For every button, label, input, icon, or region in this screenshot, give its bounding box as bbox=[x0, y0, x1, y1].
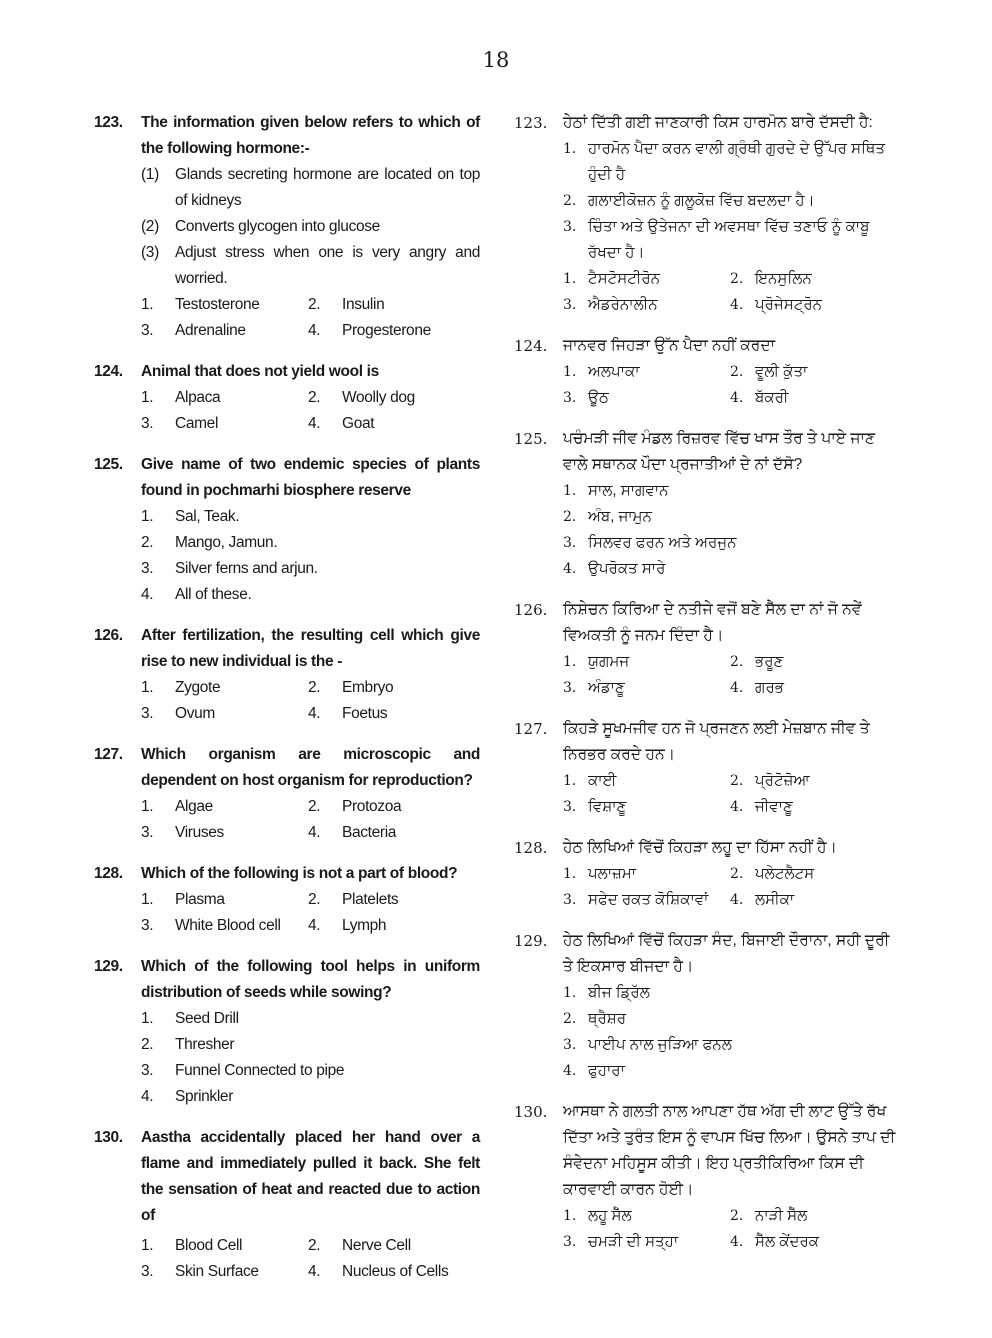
option-3: 3. Camel bbox=[141, 415, 219, 432]
option-4: 4. ਪ੍ਰੋਜੇਸਟ੍ਰੋਨ bbox=[730, 296, 823, 313]
question-number: 129. bbox=[514, 932, 548, 950]
option-1: 1. ਬੀਜ ਡ੍ਰਿੱਲ bbox=[563, 984, 650, 1001]
option-3: 3. ਪਾਈਪ ਨਾਲ ਜੁੜਿਆ ਫਨਲ bbox=[563, 1036, 732, 1053]
question-123-pa bbox=[514, 110, 902, 318]
question-text: ਹੇਠ ਲਿਖਿਆਂ ਵਿੱਚੋਂ ਕਿਹੜਾ ਲਹੂ ਦਾ ਹਿੱਸਾ ਨਹੀਂ ਹੈ। bbox=[563, 839, 837, 856]
options bbox=[514, 861, 902, 913]
options bbox=[94, 794, 480, 846]
option-4: 4. ਗਰਭ bbox=[730, 679, 784, 696]
option-2: 2. ਪਲੇਟਲੈਟਸ bbox=[730, 865, 815, 882]
options bbox=[514, 768, 902, 820]
option-2: 2. Nerve Cell bbox=[308, 1237, 411, 1254]
question-number: 128. bbox=[514, 839, 548, 857]
option-2: 2. ਥ੍ਰੈਸ਼ਰ bbox=[563, 1010, 627, 1027]
question-130-en bbox=[94, 1125, 480, 1285]
options bbox=[94, 385, 480, 437]
question-128-pa bbox=[514, 835, 902, 913]
question-number: 128. bbox=[94, 865, 123, 882]
option-4: 4. Progesterone bbox=[308, 322, 431, 339]
option-4: 4. ਜੀਵਾਣੂ bbox=[730, 798, 793, 815]
option-2: 2. Woolly dog bbox=[308, 389, 415, 406]
question-number: 124. bbox=[94, 363, 123, 380]
option-4: 4. ਸੈੱਲ ਕੇਂਦਰਕ bbox=[730, 1233, 819, 1250]
option-3: 3. ਐਡਰੇਨਾਲੀਨ bbox=[563, 296, 658, 313]
option-1: 1. Alpaca bbox=[141, 389, 221, 406]
question-text: ਕਿਹੜੇ ਸੂਖਮਜੀਵ ਹਨ ਜੋ ਪ੍ਰਜਣਨ ਲਈ ਮੇਜ਼ਬਾਨ ਜੀਵ ਤੇ ਨਿਰਭਰ ਕਰਦੇ ਹਨ। bbox=[563, 720, 870, 763]
option-1: 1. Sal, Teak. bbox=[141, 508, 240, 525]
question-number: 127. bbox=[514, 720, 548, 738]
option-4: 4. ਉਪਰੋਕਤ ਸਾਰੇ bbox=[563, 560, 666, 577]
option-1: 1. ਲਹੂ ਸੈੱਲ bbox=[563, 1207, 632, 1224]
question-text: After fertilization, the resulting cell which give rise to new individual is the - bbox=[141, 627, 480, 670]
option-2: 2. ਅੰਬ, ਜਾਮੁਨ bbox=[563, 508, 652, 525]
question-number: 125. bbox=[514, 430, 548, 448]
question-text: Animal that does not yield wool is bbox=[141, 363, 379, 380]
option-3: 3. Funnel Connected to pipe bbox=[141, 1062, 345, 1079]
question-129-en bbox=[94, 954, 480, 1110]
question-text: ਹੇਠ ਲਿਖਿਆਂ ਵਿੱਚੋਂ ਕਿਹੜਾ ਸੰਦ, ਬਿਜਾਈ ਦੌਰਾਨਾ, ਸਹੀ ਦੂਰੀ ਤੇ ਇਕਸਾਰ ਬੀਜਦਾ ਹੈ। bbox=[563, 932, 890, 975]
question-128-en bbox=[94, 861, 480, 939]
option-2: 2. ਨਾੜੀ ਸੈੱਲ bbox=[730, 1207, 808, 1224]
option-1: 1. Testosterone bbox=[141, 296, 260, 313]
question-number: 126. bbox=[514, 601, 548, 619]
statement-list bbox=[94, 162, 480, 292]
option-2: 2. Insulin bbox=[308, 296, 385, 313]
option-2: 2. Mango, Jamun. bbox=[141, 534, 278, 551]
question-number: 130. bbox=[514, 1103, 548, 1121]
english-column bbox=[94, 110, 480, 1300]
question-number: 125. bbox=[94, 456, 123, 473]
question-number: 124. bbox=[514, 337, 548, 355]
question-text: Aastha accidentally placed her hand over a flame and immediately pulled it back. She felt the sensation of heat and reacted due to action of bbox=[141, 1129, 480, 1224]
question-text: Which of the following is not a part of blood? bbox=[141, 865, 458, 882]
question-text: ਆਸਥਾ ਨੇ ਗਲਤੀ ਨਾਲ ਆਪਣਾ ਹੱਥ ਅੱਗ ਦੀ ਲਾਟ ਉੱਤੇ ਰੱਖ ਦਿੱਤਾ ਅਤੇ ਤੁਰੰਤ ਇਸ ਨੂੰ ਵਾਪਸ ਖਿੱਚ ਲਿਆ। ਉਸਨੇ ਤਾਪ ਦੀ ਸੰਵੇਦਨਾ ਮਹਿਸੂਸ ਕੀਤੀ। ਇਹ ਪ੍ਰਤੀਕਿਰਿਆ ਕਿਸ ਦੀ ਕਾਰਵਾਈ ਕਾਰਨ ਹੋਈ। bbox=[563, 1103, 896, 1198]
statement-list bbox=[514, 136, 902, 266]
question-text: ਪਚੰਮੜੀ ਜੀਵ ਮੰਡਲ ਰਿਜ਼ਰਵ ਵਿੱਚ ਖਾਸ ਤੌਰ ਤੇ ਪਾਏ ਜਾਣ ਵਾਲੇ ਸਥਾਨਕ ਪੌਦਾ ਪ੍ਰਜਾਤੀਆਂ ਦੇ ਨਾਂ ਦੱਸੋ? bbox=[563, 430, 876, 473]
question-text: Which of the following tool helps in uniform distribution of seeds while sowing? bbox=[141, 958, 480, 1001]
option-2: 2. ਭਰੂਣ bbox=[730, 653, 784, 670]
option-4: 4. ਫੁਹਾਰਾ bbox=[563, 1062, 625, 1079]
question-number: 130. bbox=[94, 1129, 123, 1146]
options bbox=[514, 359, 902, 411]
question-129-pa bbox=[514, 928, 902, 1084]
option-1: 1. Blood Cell bbox=[141, 1237, 243, 1254]
options bbox=[94, 504, 480, 608]
option-2: 2. Platelets bbox=[308, 891, 399, 908]
options bbox=[514, 1203, 902, 1255]
options bbox=[94, 1006, 480, 1110]
option-2: 2. ਵੂਲੀ ਕੁੱਤਾ bbox=[730, 363, 808, 380]
option-3: 3. Ovum bbox=[141, 705, 215, 722]
option-1: 1. ਸਾਲ, ਸਾਗਵਾਨ bbox=[563, 482, 669, 499]
option-3: 3. Skin Surface bbox=[141, 1263, 259, 1280]
option-1: 1. ਕਾਈ bbox=[563, 772, 617, 789]
question-125-pa bbox=[514, 426, 902, 582]
option-4: 4. Lymph bbox=[308, 917, 387, 934]
option-1: 1. ਟੈਸਟੋਸਟੀਰੋਨ bbox=[563, 270, 661, 287]
question-text: ਜਾਨਵਰ ਜਿਹੜਾ ਉੱਨ ਪੈਦਾ ਨਹੀਂ ਕਰਦਾ bbox=[563, 337, 776, 354]
question-127-en bbox=[94, 742, 480, 846]
option-4: 4. ਬੱਕਰੀ bbox=[730, 389, 789, 406]
statement: (3) Adjust stress when one is very angry and worried. bbox=[141, 244, 480, 287]
question-number: 129. bbox=[94, 958, 123, 975]
statement: (2) Converts glycogen into glucose bbox=[141, 218, 380, 235]
option-4: 4. Goat bbox=[308, 415, 375, 432]
option-1: 1. Plasma bbox=[141, 891, 225, 908]
option-3: 3. Viruses bbox=[141, 824, 224, 841]
option-1: 1. ਯੁਗਮਜ bbox=[563, 653, 630, 670]
options bbox=[94, 292, 480, 344]
option-4: 4. Nucleus of Cells bbox=[308, 1263, 449, 1280]
statement: 2. ਗਲਾਈਕੋਜ਼ਨ ਨੂੰ ਗਲੂਕੋਜ਼ ਵਿੱਚ ਬਦਲਦਾ ਹੈ। bbox=[563, 192, 815, 209]
question-124-pa bbox=[514, 333, 902, 411]
option-1: 1. ਪਲਾਜ਼ਮਾ bbox=[563, 865, 637, 882]
option-3: 3. ਸਫੇਦ ਰਕਤ ਕੋਸ਼ਿਕਾਵਾਂ bbox=[563, 891, 709, 908]
options bbox=[514, 649, 902, 701]
question-text: ਨਿਸ਼ੇਚਨ ਕਿਰਿਆ ਦੇ ਨਤੀਜੇ ਵਜੋਂ ਬਣੇ ਸੈੱਲ ਦਾ ਨਾਂ ਜੋ ਨਵੇਂ ਵਿਅਕਤੀ ਨੂੰ ਜਨਮ ਦਿੰਦਾ ਹੈ। bbox=[563, 601, 862, 644]
punjabi-column bbox=[514, 110, 902, 1270]
question-130-pa bbox=[514, 1099, 902, 1255]
option-3: 3. Silver ferns and arjun. bbox=[141, 560, 318, 577]
question-text: Which organism are microscopic and dependent on host organism for reproduction? bbox=[141, 746, 480, 789]
option-2: 2. Thresher bbox=[141, 1036, 235, 1053]
question-number: 127. bbox=[94, 746, 123, 763]
option-3: 3. ਚਮੜੀ ਦੀ ਸਤ੍ਹਾ bbox=[563, 1233, 679, 1250]
option-3: 3. ਸਿਲਵਰ ਫਰਨ ਅਤੇ ਅਰਜੁਨ bbox=[563, 534, 737, 551]
option-3: 3. White Blood cell bbox=[141, 917, 281, 934]
option-3: 3. ਊਠ bbox=[563, 389, 609, 406]
question-text: Give name of two endemic species of plants found in pochmarhi biosphere reserve bbox=[141, 456, 480, 499]
question-124-en bbox=[94, 359, 480, 437]
question-number: 123. bbox=[514, 114, 548, 132]
question-123-en bbox=[94, 110, 480, 344]
option-4: 4. All of these. bbox=[141, 586, 252, 603]
options bbox=[94, 1233, 480, 1285]
option-3: 3. Adrenaline bbox=[141, 322, 246, 339]
option-4: 4. Foetus bbox=[308, 705, 388, 722]
page-number: 18 bbox=[482, 48, 510, 72]
options bbox=[94, 675, 480, 727]
question-127-pa bbox=[514, 716, 902, 820]
option-3: 3. ਵਿਸ਼ਾਣੂ bbox=[563, 798, 627, 815]
question-125-en bbox=[94, 452, 480, 608]
option-4: 4. Bacteria bbox=[308, 824, 397, 841]
option-4: 4. ਲਸੀਕਾ bbox=[730, 891, 795, 908]
option-1: 1. Zygote bbox=[141, 679, 221, 696]
option-2: 2. Protozoa bbox=[308, 798, 402, 815]
option-1: 1. Seed Drill bbox=[141, 1010, 239, 1027]
option-4: 4. Sprinkler bbox=[141, 1088, 234, 1105]
question-number: 123. bbox=[94, 114, 123, 131]
statement: 1. ਹਾਰਮੋਨ ਪੈਦਾ ਕਰਨ ਵਾਲੀ ਗ੍ਰੰਥੀ ਗੁਰਦੇ ਦੇ ਉੱਪਰ ਸਥਿਤ ਹੁੰਦੀ ਹੈ bbox=[563, 140, 886, 183]
option-2: 2. ਪ੍ਰੋਟੋਜ਼ੋਆ bbox=[730, 772, 810, 789]
question-126-pa bbox=[514, 597, 902, 701]
options bbox=[514, 266, 902, 318]
question-text: The information given below refers to which of the following hormone:- bbox=[141, 114, 480, 157]
option-1: 1. Algae bbox=[141, 798, 213, 815]
statement: 3. ਚਿੰਤਾ ਅਤੇ ਉਤੇਜਨਾ ਦੀ ਅਵਸਥਾ ਵਿੱਚ ਤਣਾਓ ਨੂੰ ਕਾਬੂ ਰੱਖਦਾ ਹੈ। bbox=[563, 218, 870, 261]
option-1: 1. ਅਲਪਾਕਾ bbox=[563, 363, 640, 380]
option-3: 3. ਅੰਡਾਣੂ bbox=[563, 679, 625, 696]
options bbox=[514, 478, 902, 582]
question-number: 126. bbox=[94, 627, 123, 644]
options bbox=[514, 980, 902, 1084]
option-2: 2. ਇਨਸੁਲਿਨ bbox=[730, 270, 812, 287]
statement: (1) Glands secreting hormone are located on top of kidneys bbox=[141, 166, 480, 209]
option-2: 2. Embryo bbox=[308, 679, 394, 696]
question-126-en bbox=[94, 623, 480, 727]
question-text: ਹੇਠਾਂ ਦਿੱਤੀ ਗਈ ਜਾਣਕਾਰੀ ਕਿਸ ਹਾਰਮੋਨ ਬਾਰੇ ਦੱਸਦੀ ਹੈ: bbox=[563, 114, 873, 131]
options bbox=[94, 887, 480, 939]
